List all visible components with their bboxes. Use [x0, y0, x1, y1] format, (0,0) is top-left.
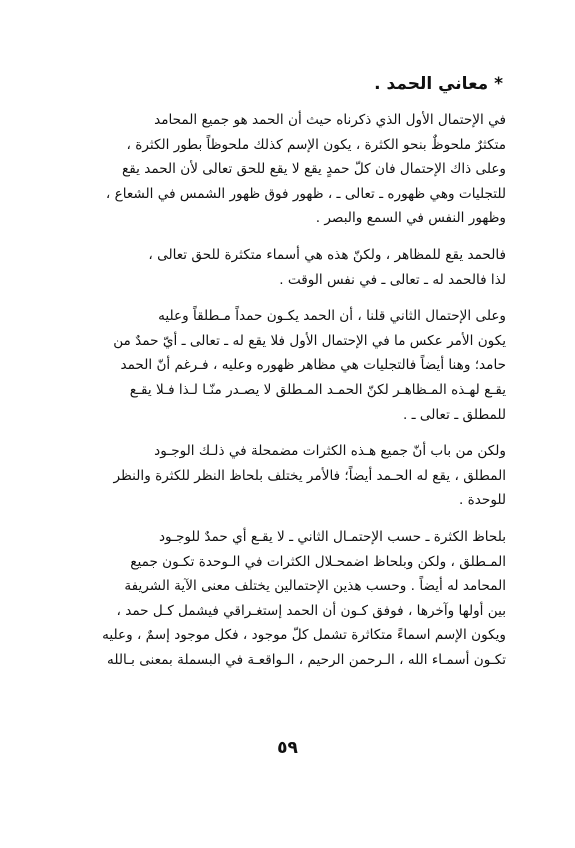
page-number: ٥٩ — [277, 738, 298, 758]
text-line: بين أولها وآخرها ، فوفق كـون أن الحمد إستغـراقي فيشمل كـل حمد ، — [116, 602, 506, 619]
text-line: المحامد له أيضاً . وحسب هذين الإحتمالين يختلف معنى الآية الشريفة — [124, 578, 506, 595]
paragraph — [82, 108, 506, 231]
text-line: تكـون أسمـاء الله ، الـرحمن الرحيم ، الـواقعـة في البسملة بمعنى بـالله — [107, 651, 506, 668]
text-line: وظهور النفس في السمع والبصر . — [315, 210, 506, 227]
paragraph — [82, 525, 506, 673]
section-heading: * معاني الحمد . — [374, 74, 503, 94]
text-line: للتجليات وهي ظهوره ـ تعالى ـ ، ظهور فوق ظهور الشمس في الشعاع ، — [105, 185, 506, 202]
text-line: متكثرٌ ملحوظٌ بنحو الكثرة ، يكون الإسم كذلك ملحوظاً بطور الكثرة ، — [126, 136, 506, 153]
text-line: فالحمد يقع للمظاهر ، ولكنّ هذه هي أسماء متكثرة للحق تعالى ، — [148, 246, 506, 263]
text-line: يقـع لهـذه المـظاهـر لكنّ الحمـد المـطلق لا يصـدر منّـا لـذا فـلا يقـع — [129, 381, 506, 398]
body-text — [82, 108, 506, 684]
text-line: وعلى ذاك الإحتمال فان كلّ حمدٍ يقع لا يقع للحق تعالى لأن الحمد يقع — [122, 161, 506, 178]
text-line: ولكن من باب أنّ جميع هـذه الكثرات مضمحلة في ذلـك الوجـود — [154, 443, 506, 460]
text-line: لذا فالحمد له ـ تعالى ـ في نفس الوقت . — [279, 271, 506, 288]
text-line: حامد؛ وهنا أيضاً فالتجليات هي مظاهر ظهوره وعليه ، فـرغم أنّ الحمد — [120, 357, 506, 374]
text-line: بلحاظ الكثرة ـ حسب الإحتمـال الثاني ـ لا يقـع أي حمدٌ للوجـود — [158, 528, 506, 545]
text-line: المطلق ، يقع له الحـمد أيضاً؛ فالأمر يختلف بلحاظ النظر للكثرة والنظر — [113, 467, 506, 484]
text-line: ويكون الإسم اسماءً متكاثرة تشمل كلّ موجود ، فكل موجود إسمٌ ، وعليه — [102, 627, 506, 644]
text-line: يكون الأمر عكس ما في الإحتمال الأول فلا يقع له ـ تعالى ـ أيّ حمدٌ من — [113, 332, 506, 349]
paragraph — [82, 243, 506, 292]
text-line: وعلى الإحتمال الثاني قلنا ، أن الحمد يكـون حمداً مـطلقاً وعليه — [158, 308, 506, 325]
text-line: في الإحتمال الأول الذي ذكرناه حيث أن الحمد هو جميع المحامد — [154, 112, 506, 128]
text-line: المـطلق ، ولكن وبلحاظ اضمحـلال الكثرات في الـوحدة تكـون جميع — [130, 553, 506, 570]
text-line: للوحدة . — [459, 492, 506, 509]
text-line: للمطلق ـ تعالى ـ . — [402, 406, 506, 423]
paragraph — [82, 304, 506, 427]
paragraph — [82, 439, 506, 513]
